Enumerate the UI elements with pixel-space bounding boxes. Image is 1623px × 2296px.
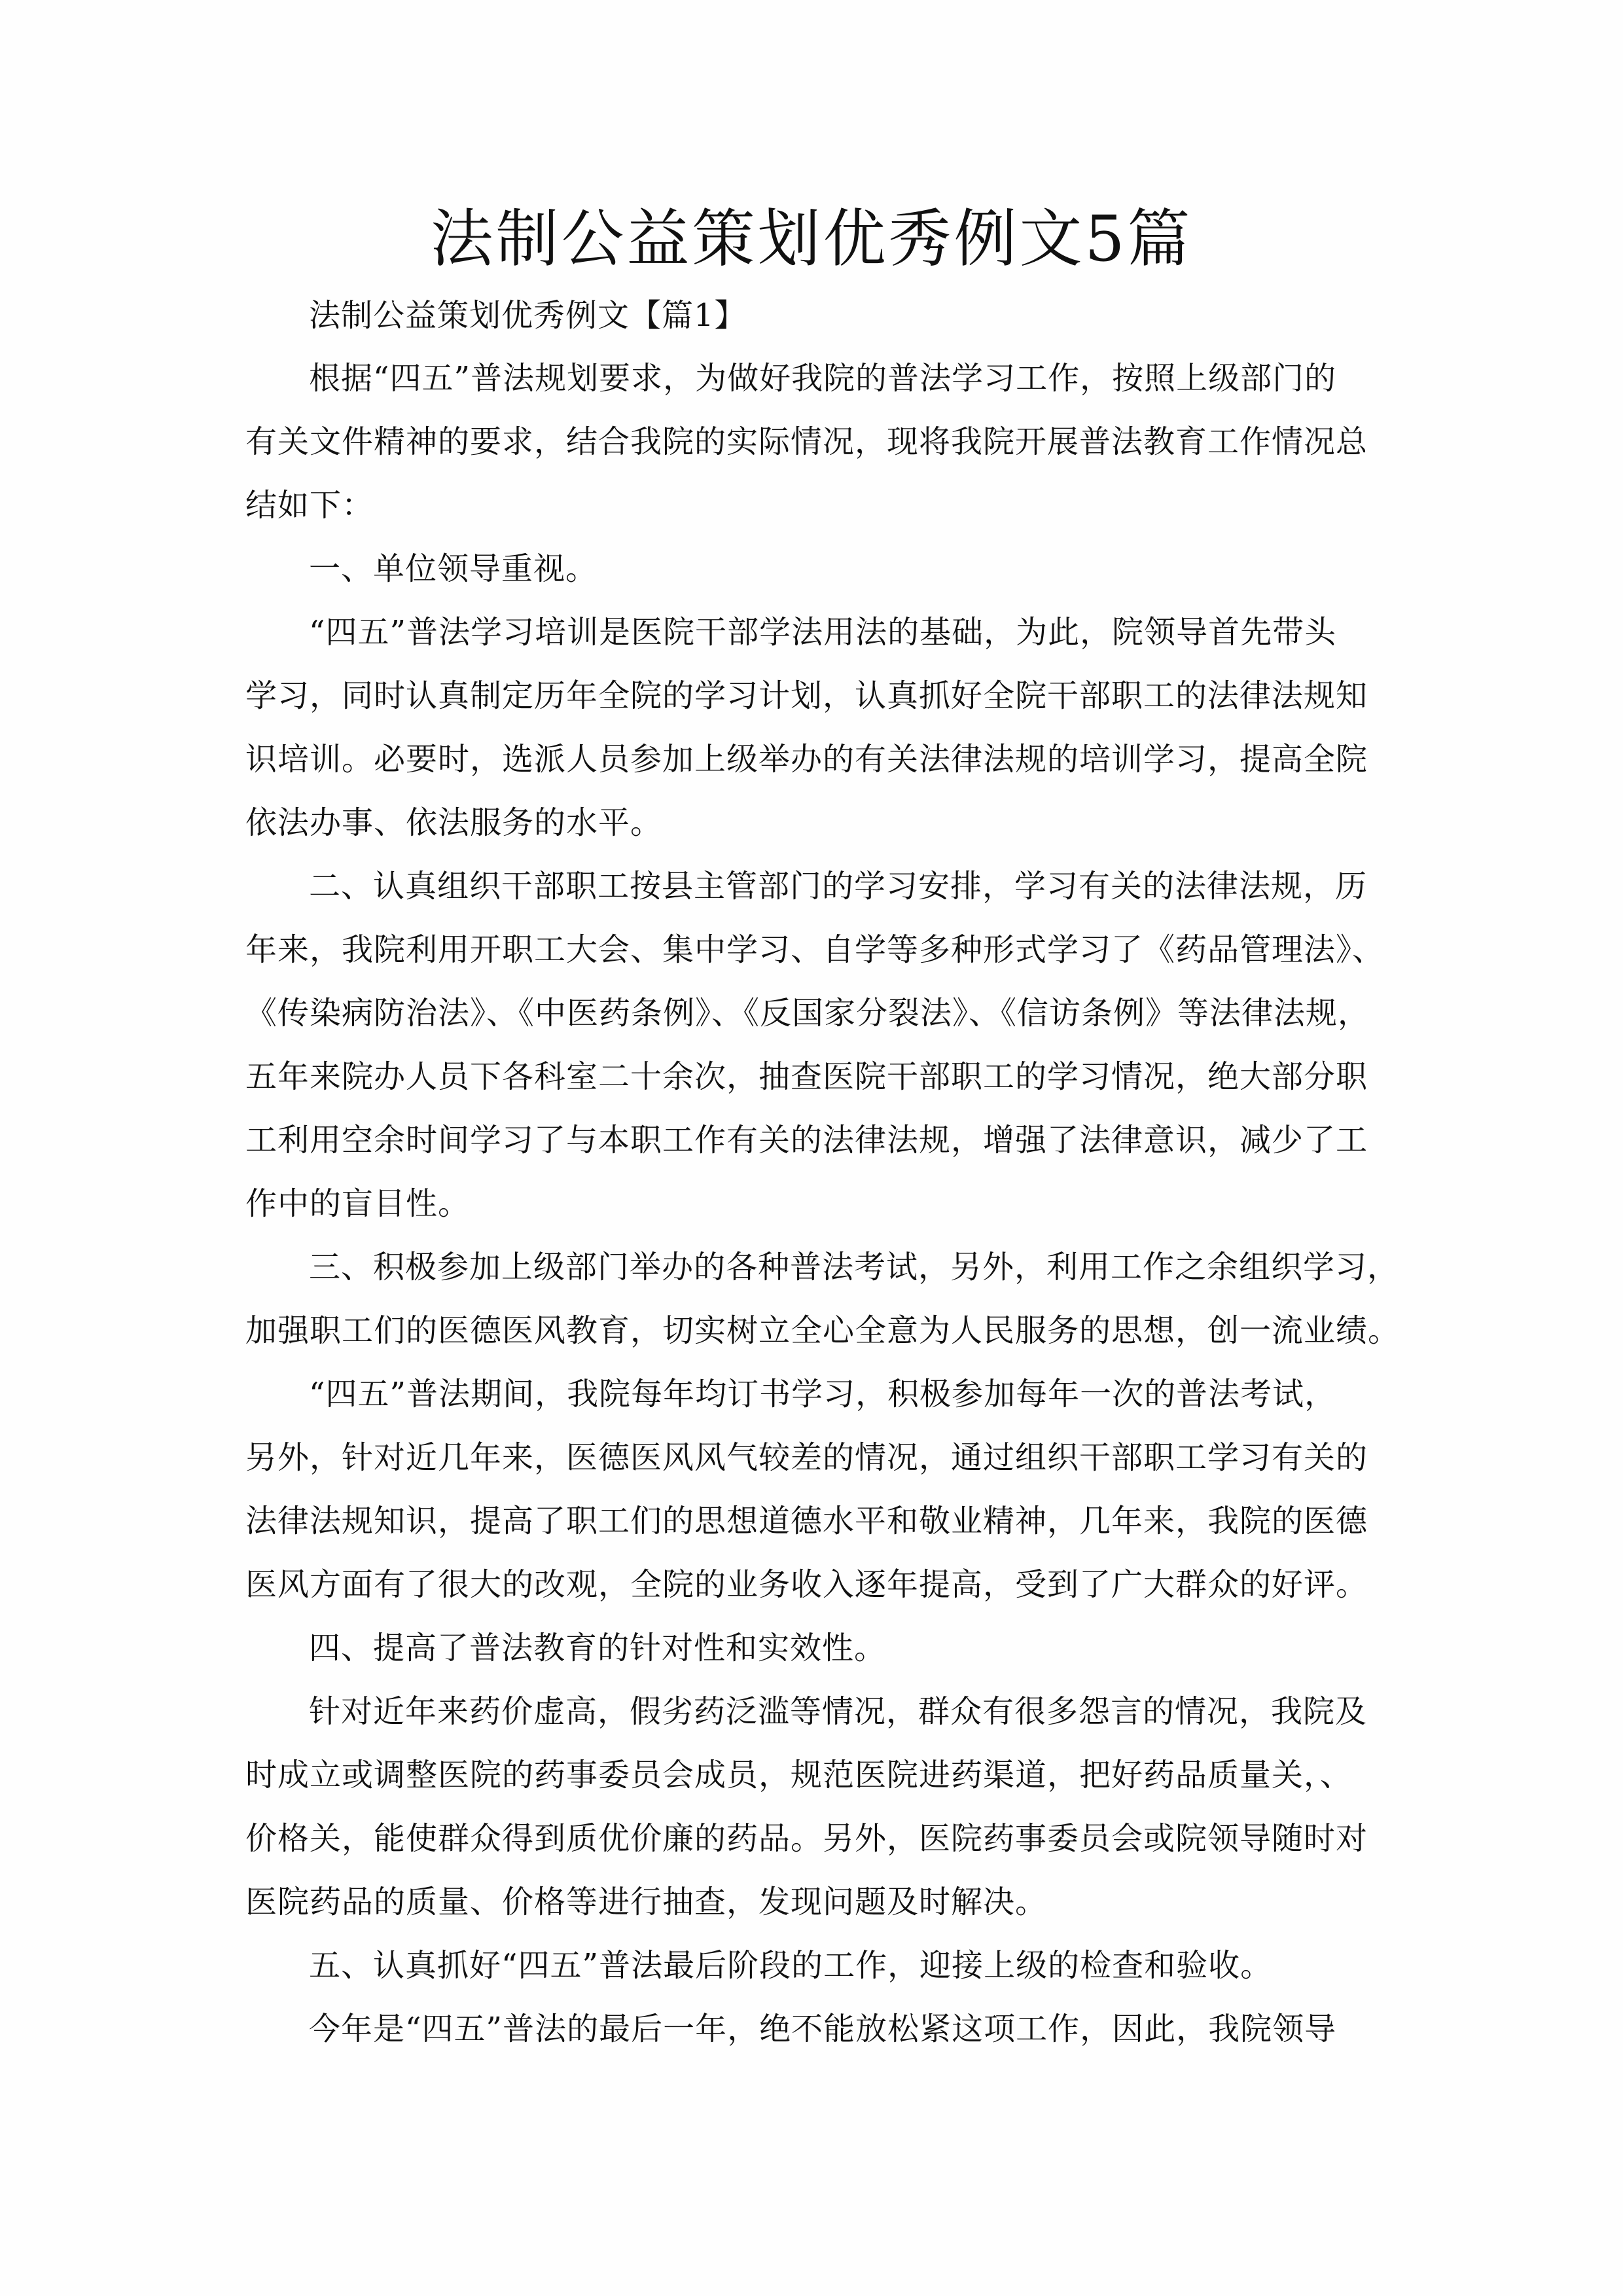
paragraph-line: 法律法规知识，提高了职工们的思想道德水平和敬业精神，几年来，我院的医德 <box>245 1503 1368 1539</box>
paragraph-line: “四五”普法期间，我院每年均订书学习，积极参加每年一次的普法考试， <box>309 1376 1337 1412</box>
paragraph-line: 时成立或调整医院的药事委员会成员，规范医院进药渠道，把好药品质量关，、 <box>245 1757 1353 1793</box>
paragraph-line: 一、单位领导重视。 <box>309 550 598 587</box>
paragraph-line: 工利用空余时间学习了与本职工作有关的法律法规，增强了法律意识，减少了工 <box>245 1122 1368 1158</box>
paragraph-line: 学习，同时认真制定历年全院的学习计划，认真抓好全院干部职工的法律法规知 <box>245 677 1368 714</box>
paragraph-line: 加强职工们的医德医风教育，切实树立全心全意为人民服务的思想，创一流业绩。 <box>245 1312 1400 1349</box>
paragraph-line: 二、认真组织干部职工按县主管部门的学习安排，学习有关的法律法规，历 <box>309 868 1368 905</box>
paragraph-line: 《传染病防治法》、《中医药条例》、《反国家分裂法》、《信访条例》等法律法规， <box>245 995 1370 1031</box>
paragraph-line: 依法办事、依法服务的水平。 <box>245 804 663 841</box>
paragraph-line: 年来，我院利用开职工大会、集中学习、自学等多种形式学习了《药品管理法》、 <box>245 931 1385 968</box>
paragraph-line: 五、认真抓好“四五”普法最后阶段的工作，迎接上级的检查和验收。 <box>309 1947 1273 1984</box>
paragraph-line: 今年是“四五”普法的最后一年，绝不能放松紧这项工作，因此，我院领导 <box>309 2011 1337 2047</box>
paragraph-line: 医风方面有了很大的改观，全院的业务收入逐年提高，受到了广大群众的好评。 <box>245 1566 1368 1603</box>
paragraph-line: 作中的盲目性。 <box>245 1185 471 1222</box>
paragraph-line: 结如下： <box>245 487 374 524</box>
paragraph-line: 五年来院办人员下各科室二十余次，抽查医院干部职工的学习情况，绝大部分职 <box>245 1058 1368 1095</box>
paragraph-line: 价格关，能使群众得到质优价廉的药品。另外，医院药事委员会或院领导随时对 <box>245 1820 1368 1857</box>
paragraph-line: 识培训。必要时，选派人员参加上级举办的有关法律法规的培训学习，提高全院 <box>245 741 1368 778</box>
paragraph-line: 四、提高了普法教育的针对性和实效性。 <box>309 1630 887 1666</box>
section-heading: 法制公益策划优秀例文【篇1】 <box>309 297 747 334</box>
paragraph-line: 医院药品的质量、价格等进行抽查，发现问题及时解决。 <box>245 1884 1048 1920</box>
paragraph-line: 另外，针对近几年来，医德医风风气较差的情况，通过组织干部职工学习有关的 <box>245 1439 1368 1476</box>
paragraph-line: “四五”普法学习培训是医院干部学法用法的基础，为此，院领导首先带头 <box>309 614 1337 651</box>
document-title: 法制公益策划优秀例文5篇 <box>430 202 1193 276</box>
paragraph-line: 根据“四五”普法规划要求，为做好我院的普法学习工作，按照上级部门的 <box>309 360 1337 397</box>
paragraph-line: 有关文件精神的要求，结合我院的实际情况，现将我院开展普法教育工作情况总 <box>245 423 1368 460</box>
paragraph-line: 针对近年来药价虚高，假劣药泛滥等情况，群众有很多怨言的情况，我院及 <box>309 1693 1368 1730</box>
paragraph-line: 三、积极参加上级部门举办的各种普法考试，另外，利用工作之余组织学习， <box>309 1249 1400 1285</box>
